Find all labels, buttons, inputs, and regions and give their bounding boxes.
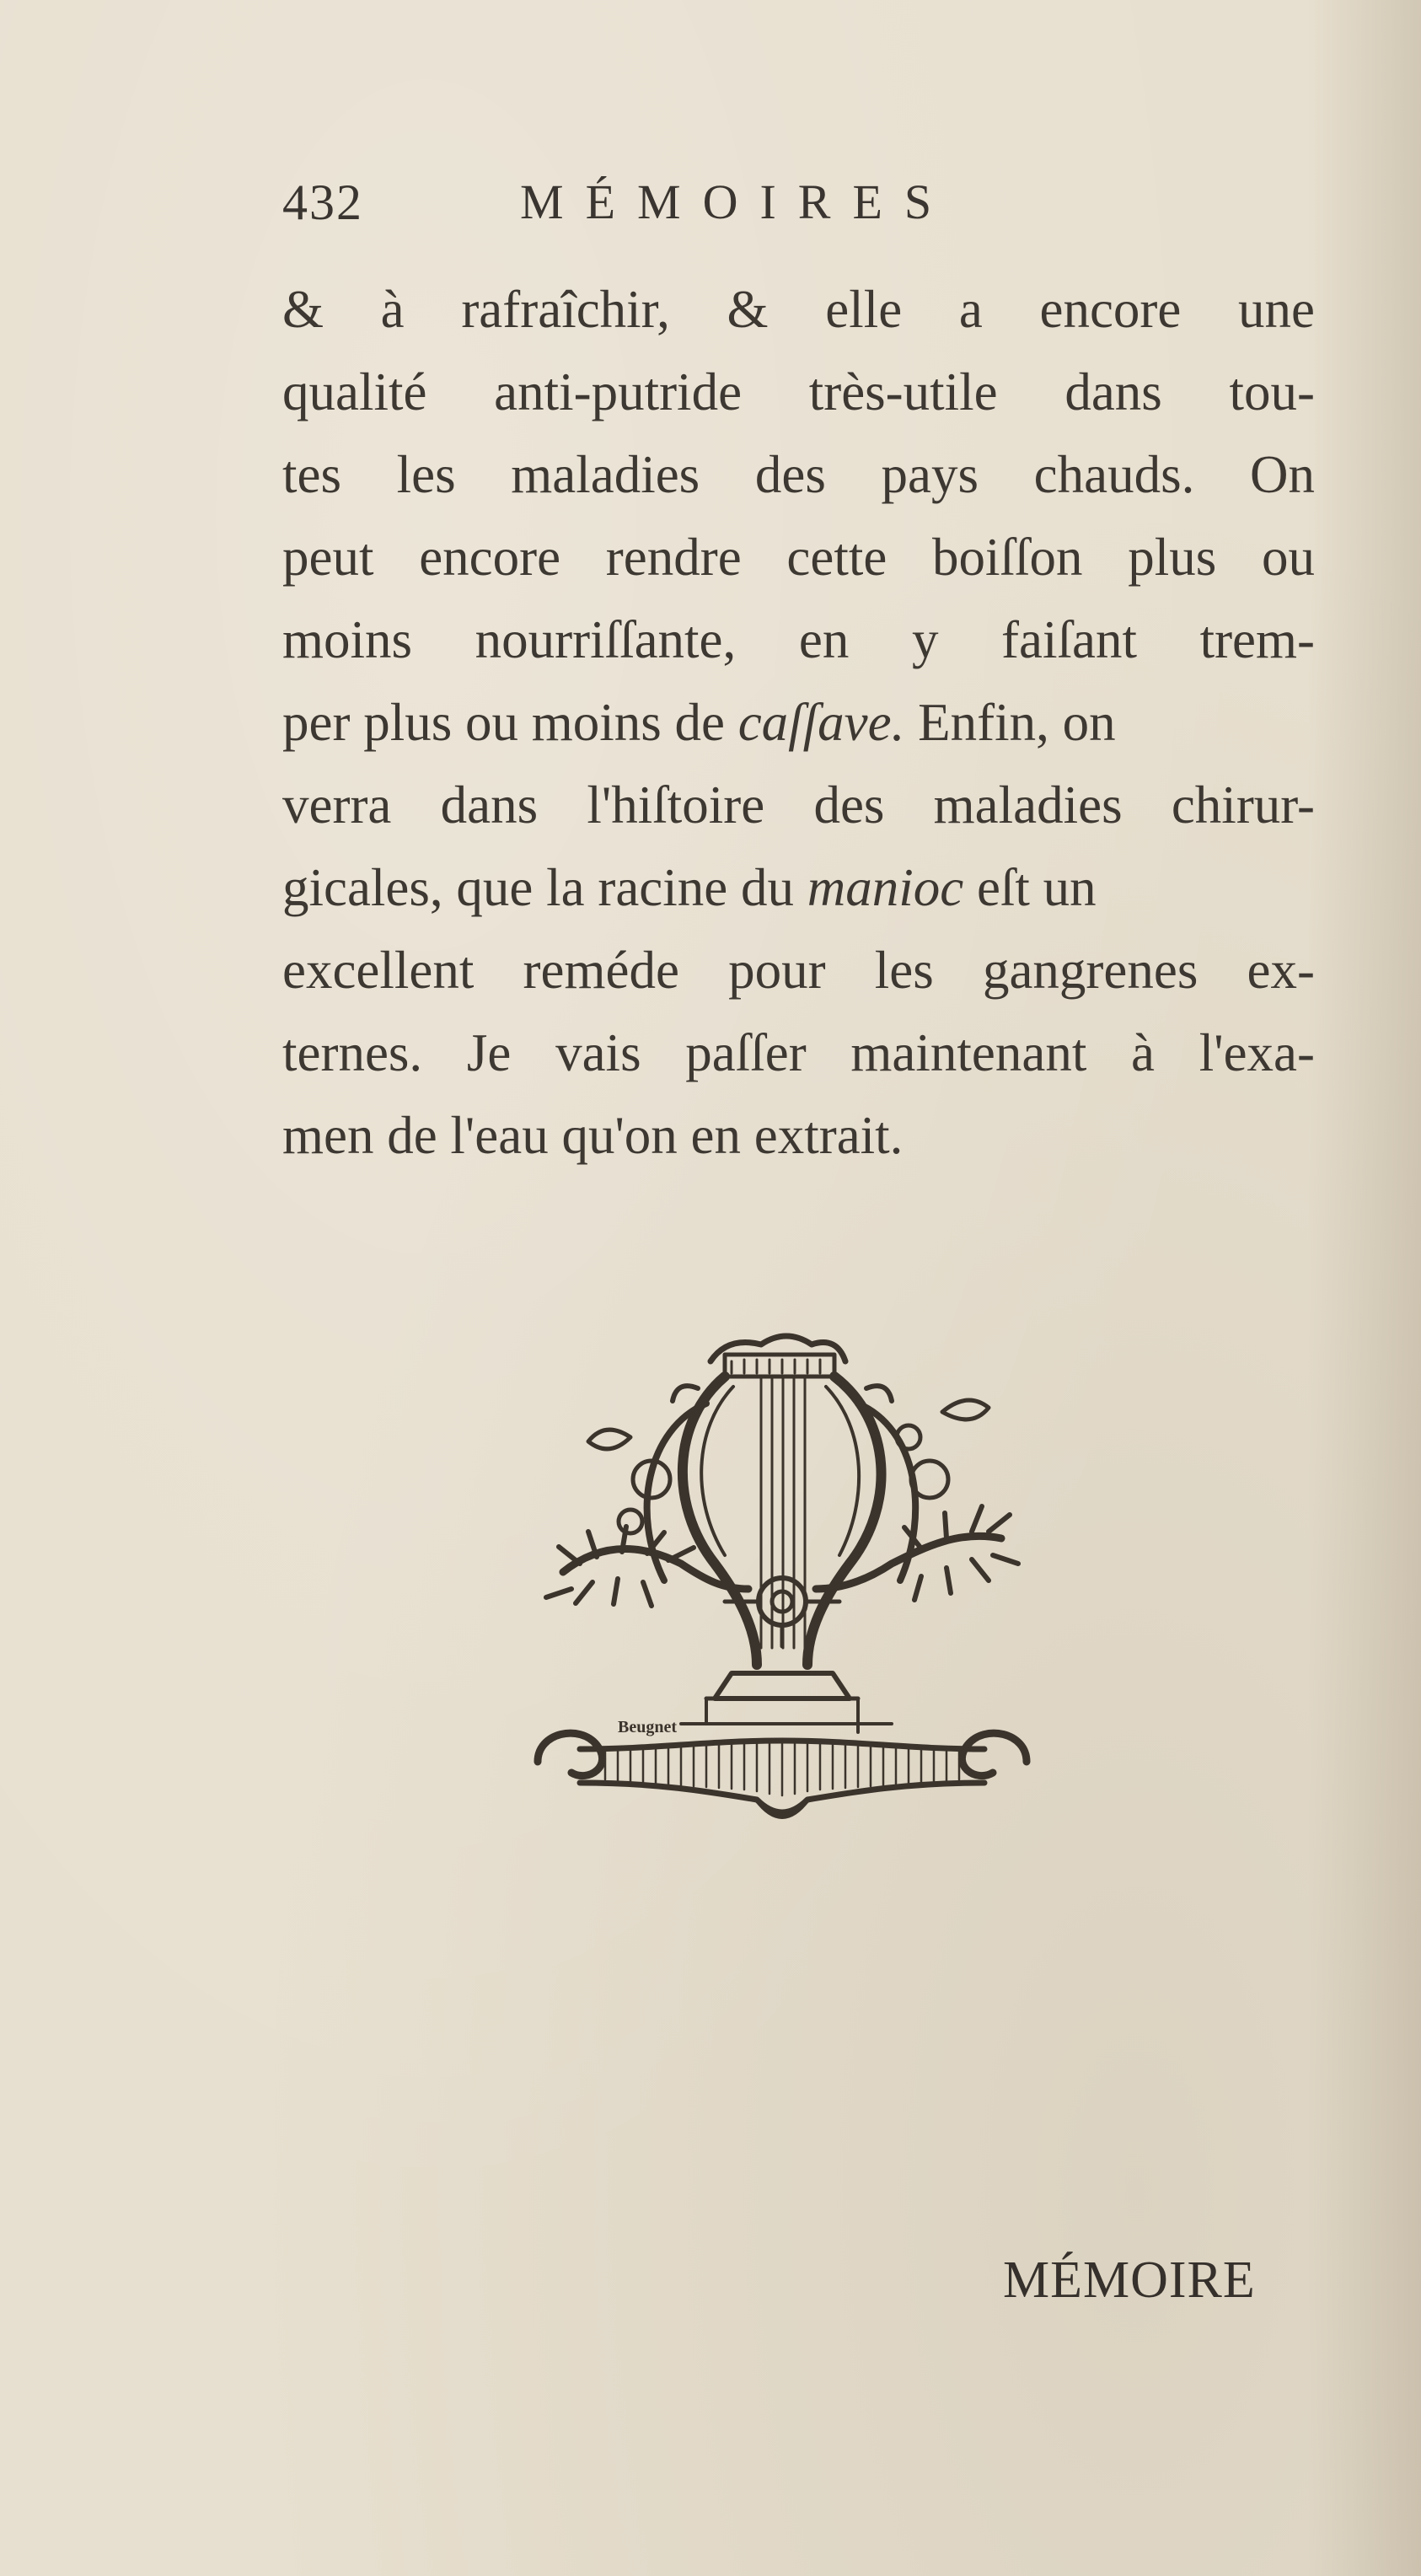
text-line: [282, 846, 1336, 929]
text-line-part: eſt un: [963, 858, 1097, 917]
text-line-part: per plus ou moins de: [282, 693, 738, 752]
text-line-part: gicales, que la racine du: [282, 858, 807, 917]
catchword: MÉMOIRE: [1003, 2251, 1256, 2309]
engraver-signature: Beugnet: [618, 1718, 677, 1736]
text-line: excellent reméde pour les gangrenes ex-: [282, 941, 1315, 1000]
body-text: [282, 268, 1336, 1177]
text-line: men de l'eau qu'on en extrait.: [282, 1106, 904, 1165]
text-line: ternes. Je vais paſſer maintenant à l'exa-: [282, 1023, 1315, 1082]
text-line: [282, 681, 1336, 764]
text-line: moins nourriſſante, en y faiſant trem-: [282, 610, 1315, 669]
text-line: & à rafraîchir, & elle a encore une: [282, 280, 1315, 339]
italic-word: manioc: [807, 858, 964, 917]
lyre-fleuron-icon: [504, 1311, 1060, 1850]
running-title: MÉMOIRES: [520, 174, 954, 229]
text-line: qualité anti-putride très-utile dans tou-: [282, 362, 1315, 421]
text-line: verra dans l'hiſtoire des maladies chirur-: [282, 775, 1315, 835]
text-line-part: Enfin, on: [904, 693, 1116, 752]
text-line: peut encore rendre cette boiſſon plus ou: [282, 528, 1315, 587]
italic-word: caſſave.: [737, 693, 905, 752]
page-number: 432: [282, 174, 363, 230]
text-line: tes les maladies des pays chauds. On: [282, 445, 1315, 504]
running-head: [282, 169, 1125, 236]
